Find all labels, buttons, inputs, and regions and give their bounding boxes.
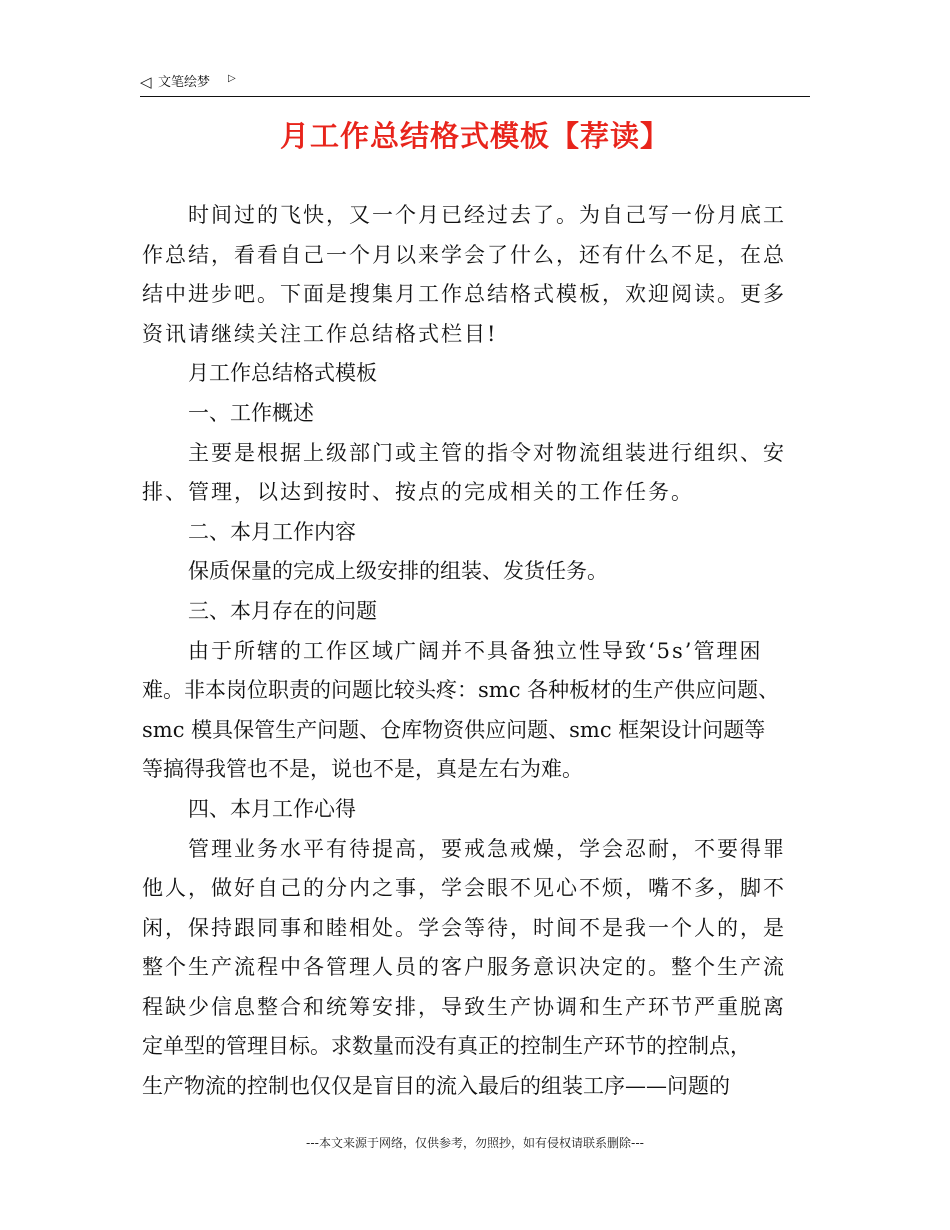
- right-triangle-icon: ▷: [228, 73, 236, 84]
- page-footer: ---本文来源于网络，仅供参考，勿照抄，如有侵权请联系删除---: [306, 1136, 644, 1150]
- document-title: 月工作总结格式模板【荐读】: [279, 119, 670, 153]
- header-brand: 文笔绘梦: [158, 75, 211, 90]
- body-line: smc 模具保管生产问题、仓库物资供应问题、smc 框架设计问题等: [142, 717, 766, 742]
- section-heading: 三、本月存在的问题: [188, 598, 377, 623]
- body-line: 整个生产流程中各管理人员的客户服务意识决定的。整个生产流: [142, 955, 786, 980]
- body-line: 资讯请继续关注工作总结格式栏目!: [142, 321, 498, 346]
- body-line: 闲，保持跟同事和睦相处。学会等待，时间不是我一个人的，是: [142, 915, 786, 940]
- body-line: 等搞得我管也不是，说也不是，真是左右为难。: [142, 757, 583, 782]
- body-line: 定单型的管理目标。求数量而没有真正的控制生产环节的控制点，: [142, 1034, 751, 1059]
- body-line: 他人，做好自己的分内之事，学会眼不见心不烦，嘴不多，脚不: [142, 876, 786, 901]
- left-triangle-icon: ◁: [140, 73, 152, 91]
- body-line: 管理业务水平有待提高，要戒急戒燥，学会忍耐，不要得罪: [188, 836, 786, 861]
- page-header: [140, 72, 810, 97]
- body-line: 保质保量的完成上级安排的组装、发货任务。: [188, 559, 608, 584]
- section-heading: 一、工作概述: [188, 400, 314, 425]
- body-line: 结中进步吧。下面是搜集月工作总结格式模板，欢迎阅读。更多: [142, 282, 786, 307]
- section-heading: 二、本月工作内容: [188, 519, 356, 544]
- document-body: [142, 196, 808, 1107]
- body-line: 难。非本岗位职责的问题比较头疼：smc 各种板材的生产供应问题、: [142, 678, 780, 703]
- body-line: 作总结，看看自己一个月以来学会了什么，还有什么不足，在总: [142, 242, 786, 267]
- body-line: 时间过的飞快，又一个月已经过去了。为自己写一份月底工: [188, 203, 786, 227]
- doc-subtitle: 月工作总结格式模板: [188, 361, 377, 386]
- body-line: 排、管理，以达到按时、按点的完成相关的工作任务。: [142, 480, 694, 505]
- body-line: 程缺少信息整合和统筹安排，导致生产协调和生产环节严重脱离: [142, 994, 786, 1019]
- body-line: 由于所辖的工作区域广阔并不具备独立性导致‘5s’管理困: [188, 638, 763, 663]
- body-line: 主要是根据上级部门或主管的指令对物流组装进行组织、安: [188, 440, 786, 465]
- body-line: 生产物流的控制也仅仅是盲目的流入最后的组装工序——问题的: [142, 1074, 730, 1099]
- section-heading: 四、本月工作心得: [188, 796, 356, 821]
